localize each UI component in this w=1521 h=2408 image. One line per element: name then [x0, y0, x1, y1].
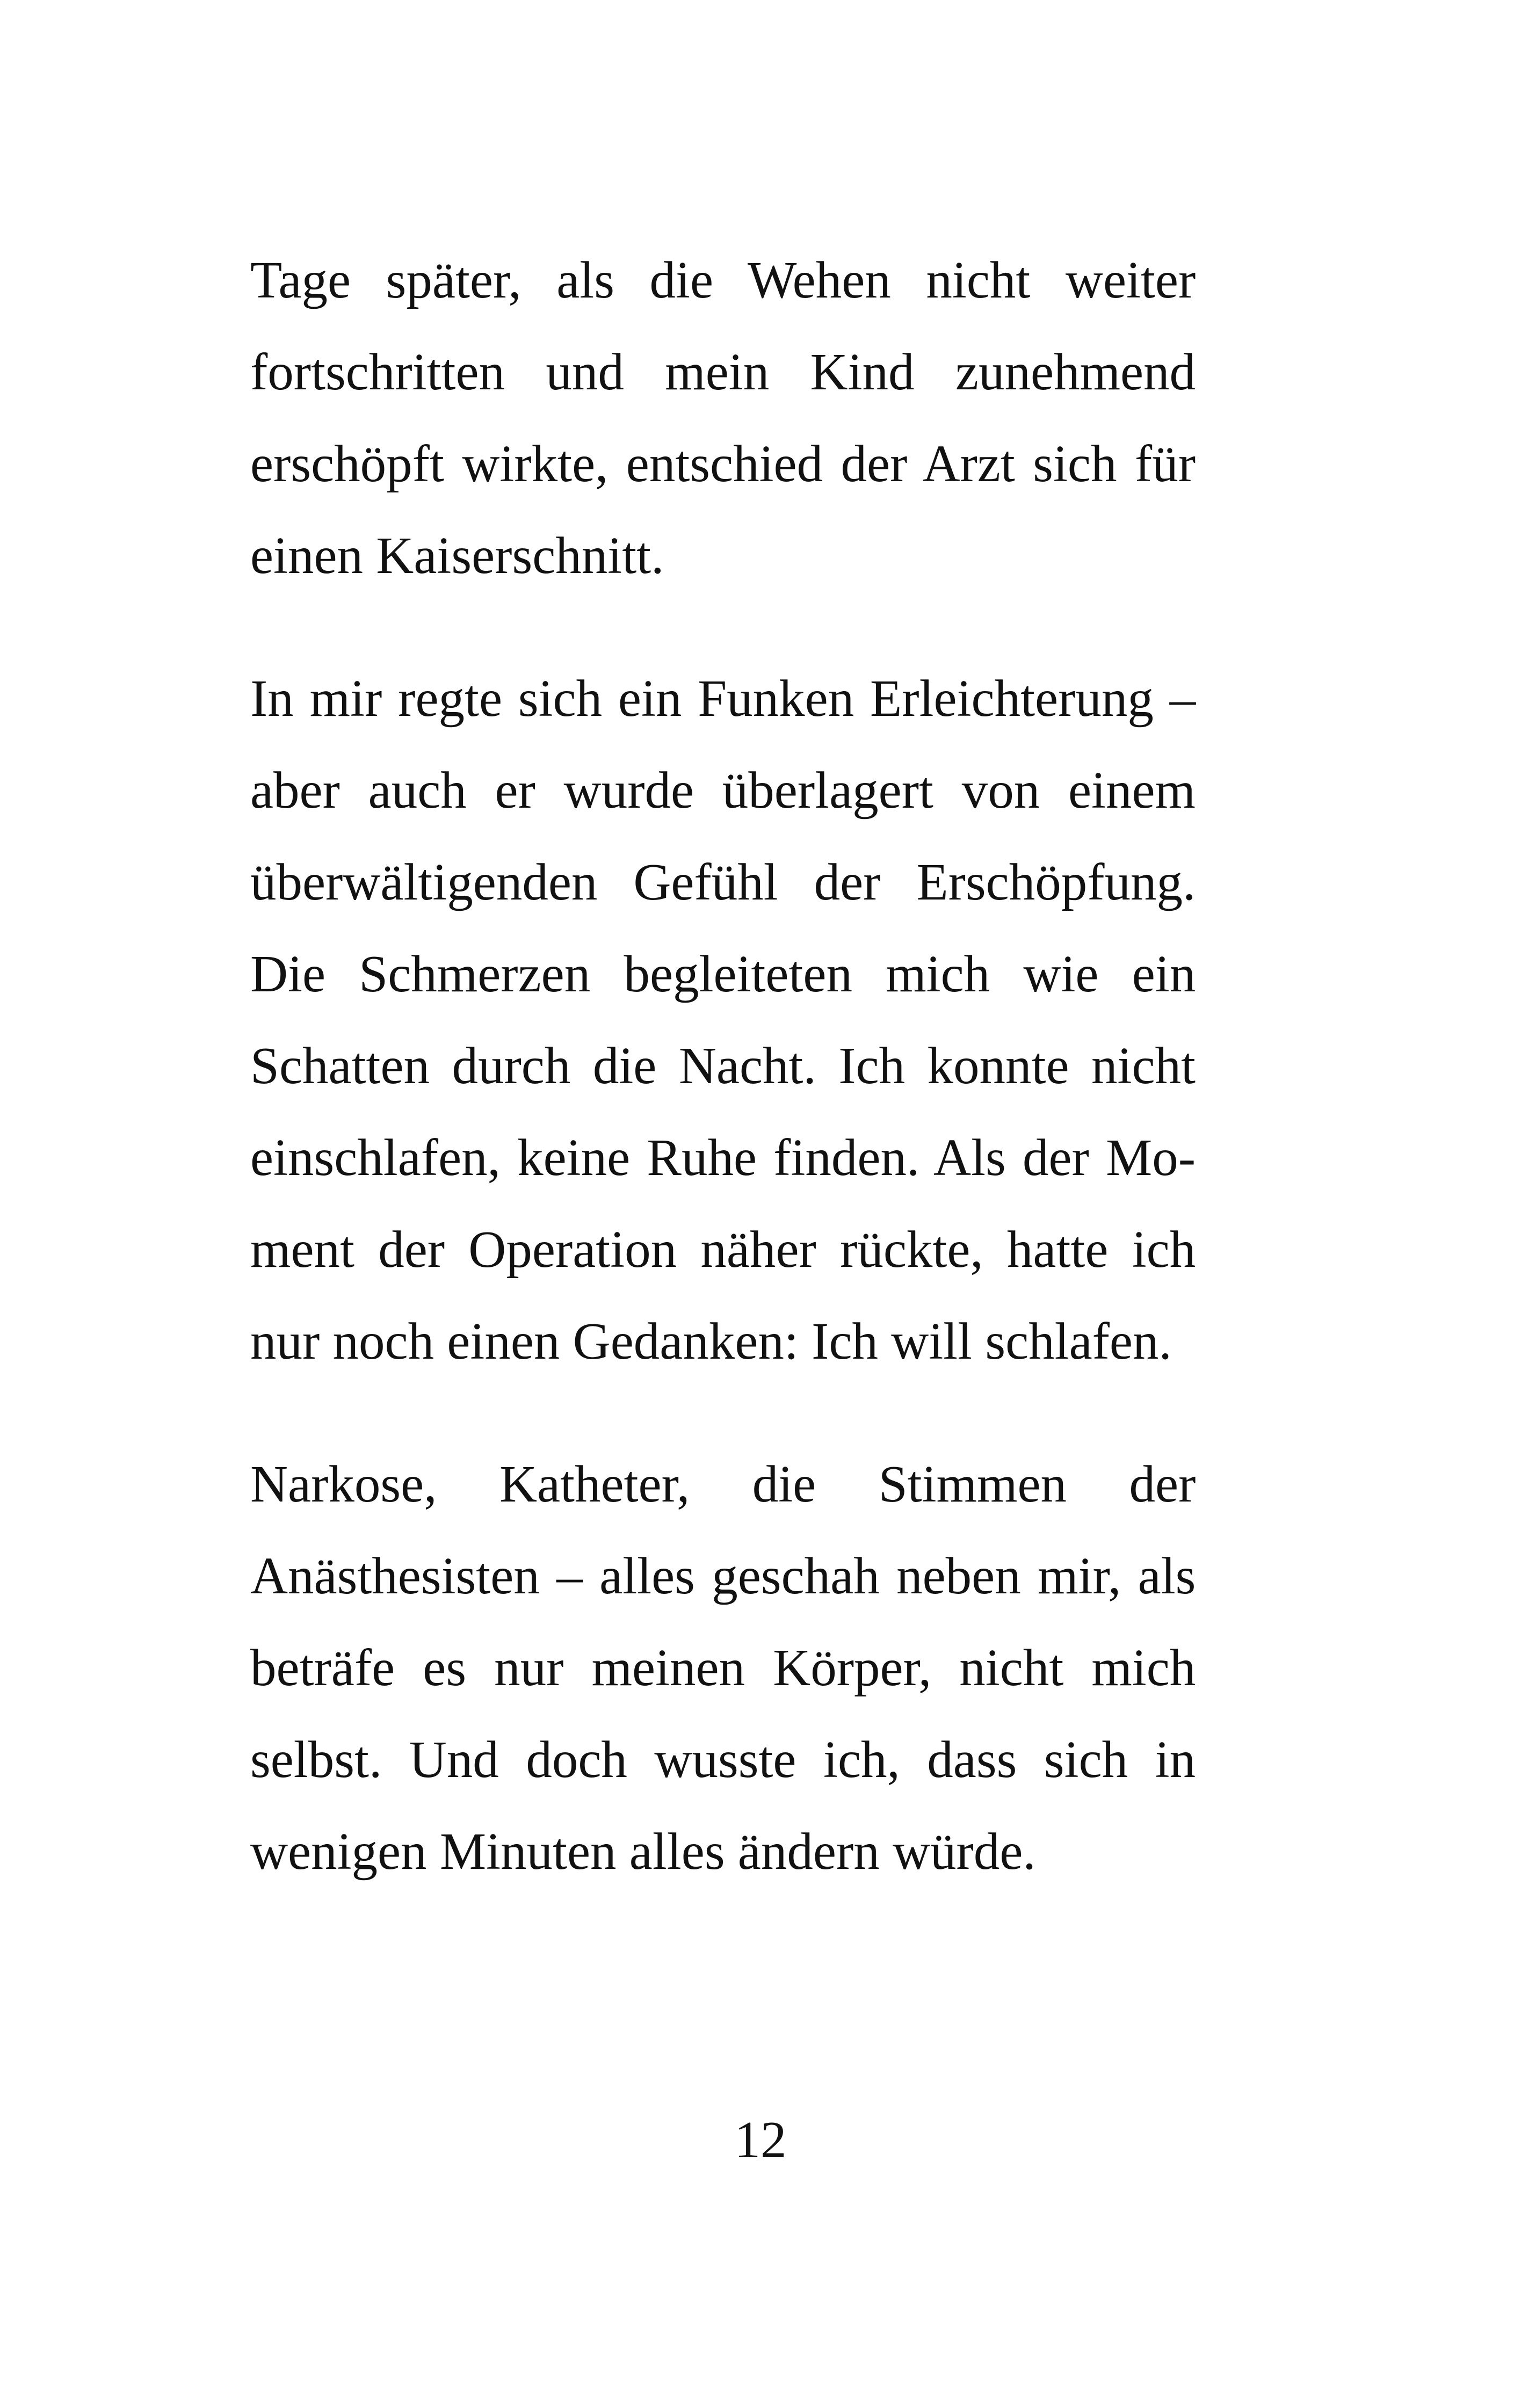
text-line: Tage später, als die Wehen nicht weiter: [250, 251, 1196, 309]
text-line: selbst. Und doch wusste ich, dass sich in: [250, 1731, 1196, 1788]
text-line: nur noch einen Gedanken: Ich will schlafen.: [250, 1312, 1172, 1370]
text-line: beträfe es nur meinen Körper, nicht mich: [250, 1639, 1196, 1696]
text-line: erschöpft wirkte, entschied der Arzt sich für: [250, 435, 1196, 492]
paragraph-1: [250, 234, 1196, 601]
page-number: 12: [734, 2111, 787, 2168]
text-line: fortschritten und mein Kind zunehmend: [250, 343, 1196, 401]
text-line: In mir regte sich ein Funken Erleichterung –: [250, 670, 1196, 727]
text-line: ment der Operation näher rückte, hatte ich: [250, 1221, 1196, 1278]
text-line: Narkose, Katheter, die Stimmen der: [250, 1455, 1196, 1513]
text-line: wenigen Minuten alles ändern würde.: [250, 1823, 1036, 1880]
paragraph-2: [250, 652, 1196, 1387]
text-line: Anästhesisten – alles geschah neben mir, als: [250, 1547, 1196, 1605]
text-line: einschlafen, keine Ruhe finden. Als der Mo-: [250, 1129, 1196, 1186]
text-line: einen Kaiserschnitt.: [250, 527, 664, 584]
text-line: überwältigenden Gefühl der Erschöpfung.: [250, 853, 1196, 911]
text-line: Schatten durch die Nacht. Ich konnte nicht: [250, 1037, 1196, 1094]
text-line: Die Schmerzen begleiteten mich wie ein: [250, 945, 1196, 1003]
text-line: aber auch er wurde überlagert von einem: [250, 761, 1196, 819]
body-text: [250, 234, 1196, 1897]
paragraph-3: [250, 1438, 1196, 1897]
